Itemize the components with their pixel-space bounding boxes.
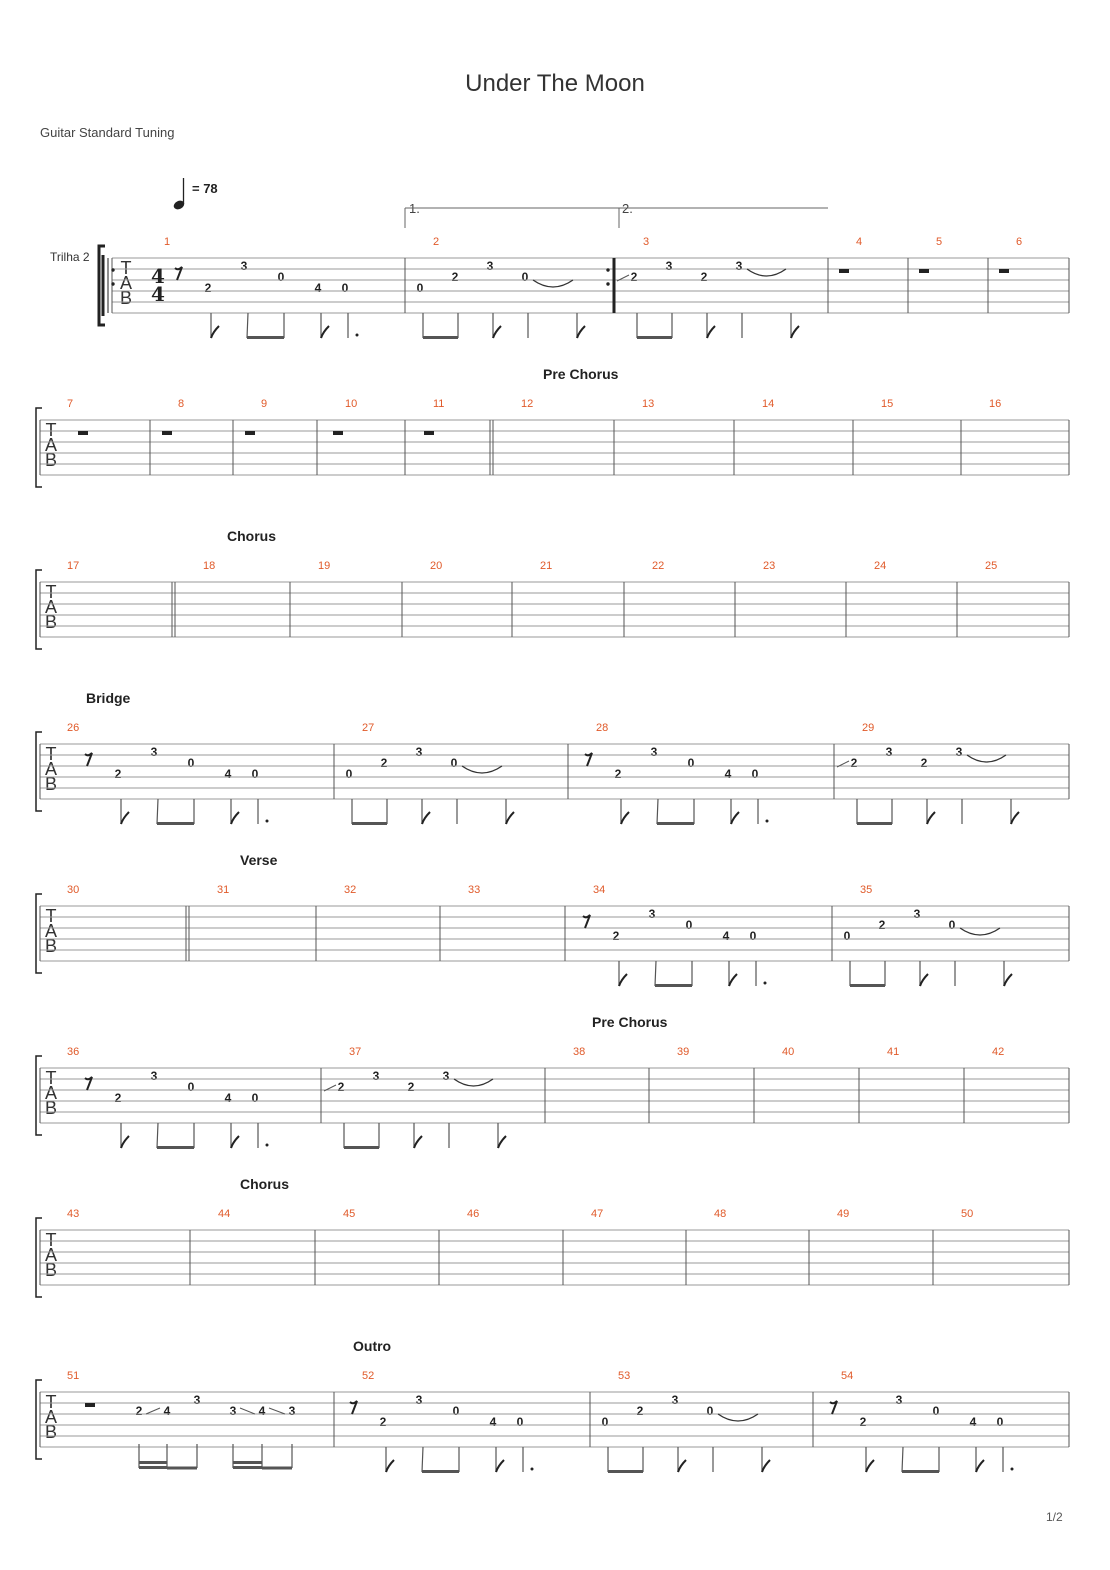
note-flag — [121, 1136, 129, 1148]
measure-number: 4 — [856, 236, 863, 248]
note-beam — [857, 822, 892, 825]
measure-number: 37 — [349, 1046, 362, 1058]
note-beam — [902, 1470, 939, 1473]
measure-number: 18 — [203, 560, 216, 572]
whole-rest — [999, 269, 1009, 273]
whole-rest — [162, 431, 172, 435]
tie — [462, 766, 502, 773]
note-stem — [422, 1447, 423, 1472]
tie — [533, 280, 573, 287]
measure-number: 28 — [596, 722, 609, 734]
fret-number: 0 — [521, 270, 529, 284]
fret-number: 0 — [948, 918, 956, 932]
tab-clef-letter: B — [44, 936, 58, 956]
section-label: Pre Chorus — [543, 366, 619, 382]
measure-number: 52 — [362, 1370, 375, 1382]
fret-number: 0 — [996, 1415, 1004, 1429]
whole-rest — [333, 431, 343, 435]
note-flag — [1011, 812, 1019, 824]
tab-clef-letter: A — [44, 759, 58, 779]
tie — [747, 269, 786, 276]
tab-clef-letter: A — [44, 597, 58, 617]
page-number: 1/2 — [1046, 1510, 1063, 1524]
dot — [1011, 1468, 1014, 1471]
repeat-dot — [606, 282, 609, 285]
fret-number: 0 — [843, 929, 851, 943]
note-flag — [496, 1460, 504, 1472]
measure-number: 1 — [164, 236, 171, 248]
measure-number: 50 — [961, 1208, 974, 1220]
measure-number: 20 — [430, 560, 443, 572]
note-flag — [231, 1136, 239, 1148]
fret-number: 2 — [204, 281, 212, 295]
note-flag — [976, 1460, 984, 1472]
eighth-rest — [830, 1401, 837, 1414]
note-flag — [678, 1460, 686, 1472]
whole-rest — [839, 269, 849, 273]
measure-number: 13 — [642, 398, 655, 410]
measure-number: 25 — [985, 560, 998, 572]
tab-clef-letter: B — [44, 1260, 58, 1280]
measure-number: 8 — [178, 398, 185, 410]
note-stem — [657, 799, 658, 824]
measure-number: 36 — [67, 1046, 80, 1058]
fret-number: 4 — [969, 1415, 977, 1429]
dot — [531, 1468, 534, 1471]
measure-number: 22 — [652, 560, 665, 572]
eighth-rest — [85, 1077, 92, 1090]
repeat-dot — [111, 282, 114, 285]
tab-clef-letter: A — [44, 1245, 58, 1265]
fret-number: 2 — [407, 1080, 415, 1094]
note-beam — [637, 336, 672, 339]
tab-clef-letter: T — [45, 906, 57, 926]
whole-rest — [919, 269, 929, 273]
note-beam — [233, 1461, 262, 1464]
measure-number: 5 — [936, 236, 943, 248]
eighth-rest — [585, 753, 592, 766]
tab-clef-letter: T — [120, 258, 132, 278]
fret-number: 3 — [650, 745, 658, 759]
tempo-value: = 78 — [192, 181, 218, 196]
note-flag — [729, 974, 737, 986]
note-beam — [247, 336, 284, 339]
tab-clef-letter: A — [44, 435, 58, 455]
measure-number: 12 — [521, 398, 534, 410]
measure-number: 34 — [593, 884, 606, 896]
measure-number: 2 — [433, 236, 440, 248]
note-flag — [1004, 974, 1012, 986]
tab-clef-letter: B — [44, 774, 58, 794]
section-label: Chorus — [227, 528, 276, 544]
note-flag — [927, 812, 935, 824]
fret-number: 2 — [850, 756, 858, 770]
eighth-rest — [175, 267, 182, 280]
note-flag — [493, 326, 501, 338]
fret-number: 2 — [379, 1415, 387, 1429]
note-flag — [707, 326, 715, 338]
fret-number: 3 — [895, 1393, 903, 1407]
note-flag — [619, 974, 627, 986]
note-beam — [657, 822, 694, 825]
tab-clef-letter: B — [44, 1422, 58, 1442]
measure-number: 6 — [1016, 236, 1023, 248]
tab-clef-letter: B — [44, 612, 58, 632]
measure-number: 21 — [540, 560, 553, 572]
fret-number: 2 — [114, 767, 122, 781]
measure-number: 31 — [217, 884, 230, 896]
fret-number: 3 — [648, 907, 656, 921]
measure-number: 27 — [362, 722, 375, 734]
fret-number: 2 — [135, 1404, 143, 1418]
tab-clef-letter: A — [44, 921, 58, 941]
note-beam — [850, 984, 885, 987]
note-flag — [762, 1460, 770, 1472]
section-label: Verse — [240, 852, 278, 868]
fret-number: 4 — [489, 1415, 497, 1429]
tab-clef-letter: T — [45, 744, 57, 764]
fret-number: 2 — [878, 918, 886, 932]
measure-number: 14 — [762, 398, 775, 410]
repeat-dot — [111, 268, 114, 271]
dot — [764, 982, 767, 985]
measure-number: 16 — [989, 398, 1002, 410]
measure-number: 11 — [433, 398, 445, 410]
fret-number: 3 — [955, 745, 963, 759]
fret-number: 4 — [724, 767, 732, 781]
eighth-rest — [350, 1401, 357, 1414]
note-flag — [791, 326, 799, 338]
measure-number: 23 — [763, 560, 776, 572]
note-stem — [902, 1447, 903, 1472]
fret-number: 2 — [380, 756, 388, 770]
tab-clef-letter: A — [44, 1407, 58, 1427]
fret-number: 0 — [685, 918, 693, 932]
note-flag — [577, 326, 585, 338]
dot — [266, 820, 269, 823]
section-label: Outro — [353, 1338, 392, 1354]
track-name: Trilha 2 — [50, 250, 90, 264]
fret-number: 3 — [372, 1069, 380, 1083]
fret-number: 3 — [665, 259, 673, 273]
fret-number: 4 — [258, 1404, 266, 1418]
fret-number: 0 — [251, 767, 259, 781]
fret-number: 0 — [187, 756, 195, 770]
tab-clef-letter: T — [45, 420, 57, 440]
whole-rest — [245, 431, 255, 435]
measure-number: 42 — [992, 1046, 1005, 1058]
measure-number: 7 — [67, 398, 74, 410]
repeat-dot — [606, 268, 609, 271]
fret-number: 0 — [251, 1091, 259, 1105]
time-signature-top: 4 — [151, 264, 165, 288]
fret-number: 4 — [722, 929, 730, 943]
note-beam — [233, 1466, 262, 1469]
fret-number: 2 — [630, 270, 638, 284]
tie — [960, 928, 1000, 935]
measure-number: 26 — [67, 722, 80, 734]
fret-number: 3 — [150, 745, 158, 759]
note-flag — [211, 326, 219, 338]
fret-number: 3 — [885, 745, 893, 759]
measure-number: 53 — [618, 1370, 631, 1382]
measure-number: 3 — [643, 236, 650, 248]
tuning-label: Guitar Standard Tuning — [40, 125, 175, 140]
measure-number: 51 — [67, 1370, 80, 1382]
measure-number: 38 — [573, 1046, 586, 1058]
note-flag — [498, 1136, 506, 1148]
dot — [266, 1144, 269, 1147]
fret-number: 4 — [224, 1091, 232, 1105]
note-beam — [157, 1146, 194, 1149]
note-flag — [506, 812, 514, 824]
note-flag — [414, 1136, 422, 1148]
note-flag — [920, 974, 928, 986]
eighth-rest — [85, 753, 92, 766]
note-beam — [422, 1470, 459, 1473]
fret-number: 3 — [415, 745, 423, 759]
measure-number: 46 — [467, 1208, 480, 1220]
measure-number: 17 — [67, 560, 80, 572]
tab-clef-letter: T — [45, 1230, 57, 1250]
fret-number: 0 — [749, 929, 757, 943]
fret-number: 0 — [601, 1415, 609, 1429]
time-signature-bottom: 4 — [151, 282, 165, 306]
fret-number: 4 — [314, 281, 322, 295]
measure-number: 24 — [874, 560, 887, 572]
section-label: Pre Chorus — [592, 1014, 668, 1030]
slide-line — [146, 1408, 160, 1414]
measure-number: 44 — [218, 1208, 231, 1220]
measure-number: 41 — [887, 1046, 900, 1058]
tab-clef-letter: B — [44, 1098, 58, 1118]
note-flag — [731, 812, 739, 824]
note-beam — [139, 1461, 167, 1464]
note-stem — [157, 1123, 158, 1148]
fret-number: 2 — [612, 929, 620, 943]
dot — [766, 820, 769, 823]
note-flag — [422, 812, 430, 824]
note-beam — [352, 822, 387, 825]
tie — [718, 1414, 758, 1421]
fret-number: 3 — [671, 1393, 679, 1407]
note-beam — [344, 1146, 379, 1149]
fret-number: 4 — [224, 767, 232, 781]
whole-rest — [424, 431, 434, 435]
tie — [454, 1079, 493, 1086]
whole-rest — [78, 431, 88, 435]
fret-number: 0 — [345, 767, 353, 781]
fret-number: 2 — [114, 1091, 122, 1105]
fret-number: 0 — [450, 756, 458, 770]
note-beam — [139, 1466, 167, 1469]
fret-number: 2 — [700, 270, 708, 284]
tie — [967, 755, 1006, 762]
measure-number: 40 — [782, 1046, 795, 1058]
measure-number: 49 — [837, 1208, 850, 1220]
measure-number: 33 — [468, 884, 481, 896]
section-label: Bridge — [86, 690, 131, 706]
fret-number: 2 — [337, 1080, 345, 1094]
fret-number: 0 — [416, 281, 424, 295]
fret-number: 0 — [277, 270, 285, 284]
fret-number: 3 — [735, 259, 743, 273]
song-title: Under The Moon — [465, 70, 645, 97]
note-stem — [655, 961, 656, 986]
volta-2-label: 2. — [622, 201, 633, 216]
measure-number: 47 — [591, 1208, 604, 1220]
fret-number: 3 — [415, 1393, 423, 1407]
measure-number: 45 — [343, 1208, 356, 1220]
fret-number: 0 — [187, 1080, 195, 1094]
fret-number: 3 — [288, 1404, 296, 1418]
fret-number: 0 — [687, 756, 695, 770]
dot — [356, 334, 359, 337]
measure-number: 15 — [881, 398, 894, 410]
measure-number: 43 — [67, 1208, 80, 1220]
note-stem — [247, 313, 248, 338]
measure-number: 9 — [261, 398, 268, 410]
fret-number: 3 — [229, 1404, 237, 1418]
fret-number: 4 — [163, 1404, 171, 1418]
fret-number: 3 — [913, 907, 921, 921]
note-flag — [386, 1460, 394, 1472]
tab-clef-letter: T — [45, 1392, 57, 1412]
note-beam — [655, 984, 692, 987]
fret-number: 2 — [920, 756, 928, 770]
fret-number: 0 — [341, 281, 349, 295]
note-flag — [621, 812, 629, 824]
tab-clef-letter: B — [119, 288, 133, 308]
tab-clef-letter: T — [45, 1068, 57, 1088]
note-beam — [157, 822, 194, 825]
measure-number: 29 — [862, 722, 875, 734]
fret-number: 0 — [516, 1415, 524, 1429]
note-stem — [157, 799, 158, 824]
fret-number: 0 — [452, 1404, 460, 1418]
fret-number: 3 — [150, 1069, 158, 1083]
fret-number: 3 — [240, 259, 248, 273]
section-label: Chorus — [240, 1176, 289, 1192]
measure-number: 54 — [841, 1370, 854, 1382]
fret-number: 2 — [451, 270, 459, 284]
note-flag — [231, 812, 239, 824]
measure-number: 19 — [318, 560, 331, 572]
measure-number: 10 — [345, 398, 358, 410]
note-beam — [423, 336, 458, 339]
note-flag — [121, 812, 129, 824]
tab-clef-letter: T — [45, 582, 57, 602]
tab-clef-letter: A — [44, 1083, 58, 1103]
fret-number: 3 — [442, 1069, 450, 1083]
volta-1-label: 1. — [409, 201, 420, 216]
measure-number: 39 — [677, 1046, 690, 1058]
note-flag — [866, 1460, 874, 1472]
fret-number: 3 — [486, 259, 494, 273]
fret-number: 2 — [859, 1415, 867, 1429]
slide-line — [269, 1408, 285, 1414]
measure-number: 32 — [344, 884, 357, 896]
tab-clef-letter: A — [119, 273, 133, 293]
fret-number: 2 — [614, 767, 622, 781]
fret-number: 0 — [751, 767, 759, 781]
fret-number: 0 — [706, 1404, 714, 1418]
note-flag — [321, 326, 329, 338]
fret-number: 2 — [636, 1404, 644, 1418]
whole-rest — [85, 1403, 95, 1407]
measure-number: 30 — [67, 884, 80, 896]
slide-line — [240, 1408, 255, 1414]
eighth-rest — [583, 915, 590, 928]
tab-clef-letter: B — [44, 450, 58, 470]
measure-number: 48 — [714, 1208, 727, 1220]
fret-number: 0 — [932, 1404, 940, 1418]
fret-number: 3 — [193, 1393, 201, 1407]
measure-number: 35 — [860, 884, 873, 896]
note-beam — [608, 1470, 643, 1473]
